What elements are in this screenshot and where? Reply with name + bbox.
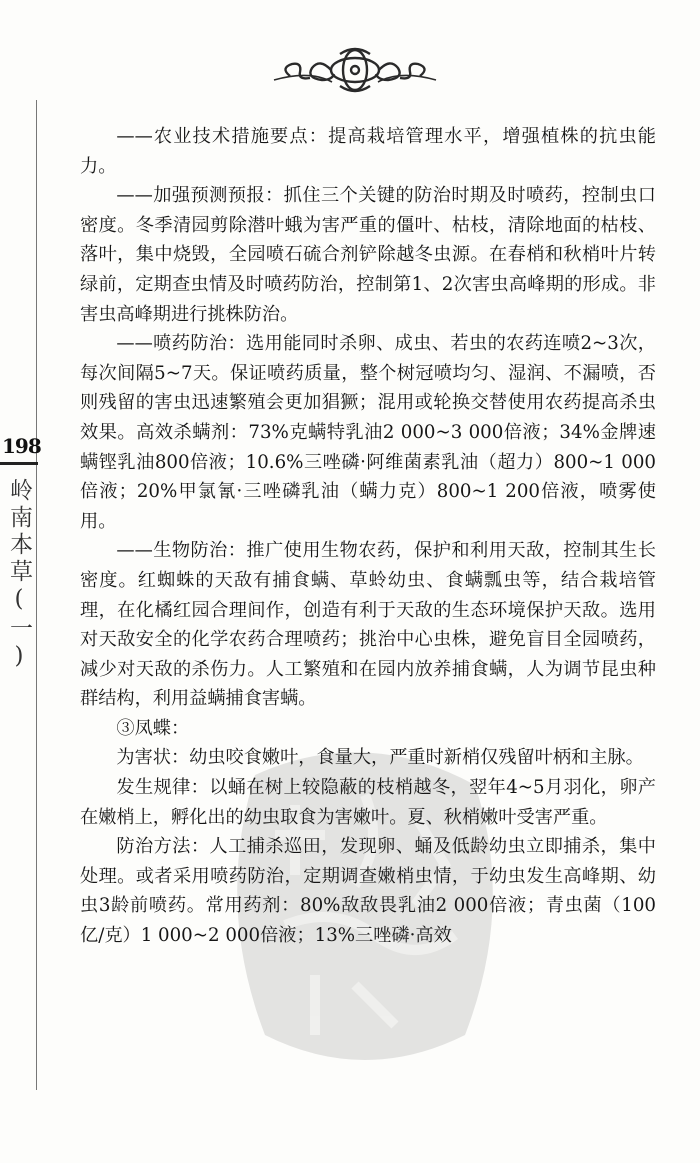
page-number: 198 bbox=[2, 434, 41, 458]
running-title: 岭南本草(一) bbox=[6, 478, 32, 673]
paragraph: 为害状：幼虫咬食嫩叶，食量大，严重时新梢仅残留叶柄和主脉。 bbox=[116, 747, 644, 769]
paragraph: ——喷药防治：选用能同时杀卵、成虫、若虫的农药连喷2~3次，每次间隔5~7天。保证喷药质量，整个树冠喷均匀、湿润、不漏喷，否则残留的害虫迅速繁殖会更加猖獗；混用或轮换交替使用农药提高杀虫效果。高效杀螨剂：73%克螨特乳油2 000~3 000倍液；34%金牌速螨铿乳油800倍液；10.6%三唑磷·阿维菌素乳油（超力）800~1 000倍液；20%甲氯氰·三唑磷乳油（螨力克）800~1 200倍液，喷雾使用。 bbox=[80, 333, 656, 532]
paragraph: 发生规律：以蛹在树上较隐蔽的枝梢越冬，翌年4~5月羽化，卵产在嫩梢上，孵化出的幼虫取食为害嫩叶。夏、秋梢嫩叶受害严重。 bbox=[80, 777, 656, 828]
header-knot-ornament-icon bbox=[270, 40, 440, 96]
paragraph: ——加强预测预报：抓住三个关键的防治时期及时喷药，控制虫口密度。冬季清园剪除潜叶蛾为害严重的僵叶、枯枝，清除地面的枯枝、落叶，集中烧毁，全园喷石硫合剂铲除越冬虫源。在春梢和秋梢叶片转绿前，定期查虫情及时喷药防治，控制第1、2次害虫高峰期的形成。非害虫高峰期进行挑株防治。 bbox=[80, 185, 656, 325]
paragraph: 防治方法：人工捕杀巡田，发现卵、蛹及低龄幼虫立即捕杀，集中处理。或者采用喷药防治，定期调查嫩梢虫情，于幼虫发生高峰期、幼虫3龄前喷药。常用药剂：80%敌敌畏乳油2 000倍液；青虫菌（100亿/克）1 000~2 000倍液；13%三唑磷·高效 bbox=[80, 836, 656, 947]
paragraph: ——生物防治：推广使用生物农药，保护和利用天敌，控制其生长密度。红蜘蛛的天敌有捕食螨、草蛉幼虫、食螨瓢虫等，结合栽培管理，在化橘红园合理间作，创造有利于天敌的生态环境保护天敌。选用对天敌安全的化学农药合理喷药；挑治中心虫株，避免盲目全园喷药，减少对天敌的杀伤力。人工繁殖和在园内放养捕食螨，人为调节昆虫种群结构，利用益螨捕食害螨。 bbox=[80, 540, 656, 710]
body-text bbox=[80, 122, 656, 951]
paragraph: ——农业技术措施要点：提高栽培管理水平，增强植株的抗虫能力。 bbox=[80, 126, 656, 177]
margin-vertical-rule bbox=[36, 100, 37, 1090]
paragraph: ③凤蝶： bbox=[116, 717, 190, 739]
